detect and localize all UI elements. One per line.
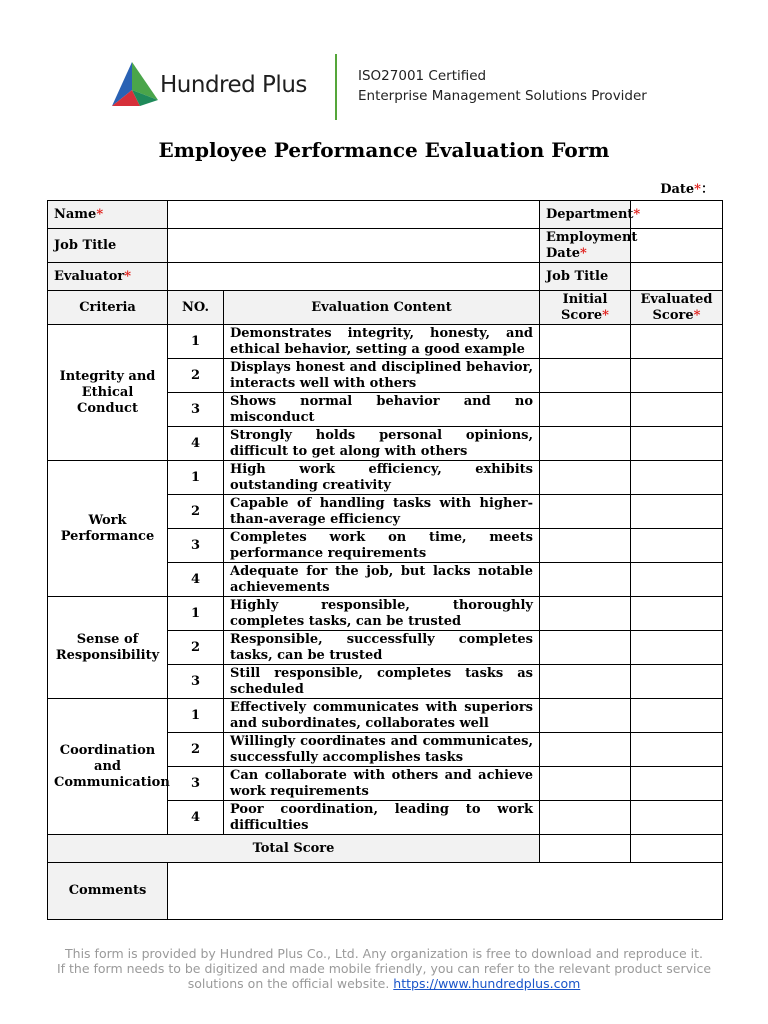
- brand-name: Hundred Plus: [160, 72, 307, 98]
- footer-line-2: If the form needs to be digitized and made mobile friendly, you can refer to the relevant product service: [56, 961, 712, 976]
- item-number: 2: [168, 495, 224, 529]
- initial-score-cell[interactable]: [540, 767, 631, 801]
- evaluated-score-cell[interactable]: [631, 529, 723, 563]
- item-number: 3: [168, 665, 224, 699]
- item-description: Willingly coordinates and communicates, successfully accomplishes tasks: [224, 733, 540, 767]
- job-title-field[interactable]: [168, 229, 540, 263]
- item-description: Displays honest and disciplined behavior, interacts well with others: [224, 359, 540, 393]
- item-number: 4: [168, 563, 224, 597]
- item-description: High work efficiency, exhibits outstanding creativity: [224, 461, 540, 495]
- item-description: Shows normal behavior and no misconduct: [224, 393, 540, 427]
- evaluated-score-cell[interactable]: [631, 699, 723, 733]
- comments-field[interactable]: [168, 863, 723, 920]
- name-field[interactable]: [168, 201, 540, 229]
- criteria-header: Criteria: [48, 291, 168, 325]
- item-number: 3: [168, 529, 224, 563]
- job-title-2-field[interactable]: [631, 263, 723, 291]
- evaluator-label: Evaluator*: [48, 263, 168, 291]
- initial-score-cell[interactable]: [540, 461, 631, 495]
- total-score-row: [48, 835, 723, 863]
- evaluation-form-table: [47, 200, 723, 920]
- header-divider: [335, 54, 337, 120]
- date-label-text: Date: [660, 182, 695, 197]
- criteria-label: Coordination and Communication: [48, 699, 168, 835]
- department-label: Department*: [540, 201, 631, 229]
- initial-score-cell[interactable]: [540, 563, 631, 597]
- initial-score-cell[interactable]: [540, 699, 631, 733]
- item-number: 2: [168, 733, 224, 767]
- item-description: Completes work on time, meets performance requirements: [224, 529, 540, 563]
- total-initial-score-cell[interactable]: [540, 835, 631, 863]
- item-description: Poor coordination, leading to work difficulties: [224, 801, 540, 835]
- info-row-1: [48, 201, 723, 229]
- item-description: Strongly holds personal opinions, difficult to get along with others: [224, 427, 540, 461]
- name-label: Name*: [48, 201, 168, 229]
- content-header: Evaluation Content: [224, 291, 540, 325]
- date-label: [660, 178, 714, 197]
- initial-score-cell[interactable]: [540, 427, 631, 461]
- initial-score-cell[interactable]: [540, 393, 631, 427]
- info-row-2: [48, 229, 723, 263]
- item-description: Adequate for the job, but lacks notable achievements: [224, 563, 540, 597]
- required-mark: *: [694, 182, 701, 197]
- criteria-row: [48, 461, 723, 495]
- criteria-label: Sense of Responsibility: [48, 597, 168, 699]
- item-number: 1: [168, 597, 224, 631]
- cert-line-2: Enterprise Management Solutions Provider: [358, 88, 647, 104]
- form-title: Employee Performance Evaluation Form: [158, 138, 610, 162]
- criteria-label: Work Performance: [48, 461, 168, 597]
- initial-score-cell[interactable]: [540, 359, 631, 393]
- item-number: 3: [168, 767, 224, 801]
- initial-score-cell[interactable]: [540, 665, 631, 699]
- evaluated-score-cell[interactable]: [631, 427, 723, 461]
- item-number: 2: [168, 359, 224, 393]
- item-number: 4: [168, 427, 224, 461]
- date-colon: ：: [700, 182, 714, 197]
- evaluated-score-cell[interactable]: [631, 767, 723, 801]
- evaluated-score-header: Evaluated Score*: [631, 291, 723, 325]
- cert-line-1: ISO27001 Certified: [358, 68, 487, 84]
- item-description: Can collaborate with others and achieve work requirements: [224, 767, 540, 801]
- evaluated-score-cell[interactable]: [631, 665, 723, 699]
- info-row-3: [48, 263, 723, 291]
- criteria-label: Integrity and Ethical Conduct: [48, 325, 168, 461]
- evaluated-score-cell[interactable]: [631, 597, 723, 631]
- initial-score-cell[interactable]: [540, 325, 631, 359]
- evaluated-score-cell[interactable]: [631, 461, 723, 495]
- total-score-label: Total Score: [48, 835, 540, 863]
- item-description: Highly responsible, thoroughly completes tasks, can be trusted: [224, 597, 540, 631]
- criteria-row: [48, 597, 723, 631]
- footer-note: [0, 946, 768, 991]
- item-description: Still responsible, completes tasks as scheduled: [224, 665, 540, 699]
- hundred-plus-logo-icon: [110, 60, 160, 108]
- page-header: [110, 54, 710, 120]
- item-description: Capable of handling tasks with higher-than-average efficiency: [224, 495, 540, 529]
- job-title-2-label: Job Title: [540, 263, 631, 291]
- certification-text: [358, 66, 647, 106]
- criteria-row: [48, 699, 723, 733]
- evaluator-field[interactable]: [168, 263, 540, 291]
- initial-score-cell[interactable]: [540, 597, 631, 631]
- evaluated-score-cell[interactable]: [631, 359, 723, 393]
- evaluated-score-cell[interactable]: [631, 733, 723, 767]
- item-description: Responsible, successfully completes tasks, can be trusted: [224, 631, 540, 665]
- no-header: NO.: [168, 291, 224, 325]
- department-field[interactable]: [631, 201, 723, 229]
- item-number: 1: [168, 699, 224, 733]
- column-header-row: [48, 291, 723, 325]
- evaluated-score-cell[interactable]: [631, 325, 723, 359]
- initial-score-cell[interactable]: [540, 631, 631, 665]
- item-description: Effectively communicates with superiors and subordinates, collaborates well: [224, 699, 540, 733]
- item-number: 4: [168, 801, 224, 835]
- evaluated-score-cell[interactable]: [631, 393, 723, 427]
- employment-date-field[interactable]: [631, 229, 723, 263]
- item-number: 2: [168, 631, 224, 665]
- comments-row: [48, 863, 723, 920]
- initial-score-cell[interactable]: [540, 529, 631, 563]
- item-description: Demonstrates integrity, honesty, and ethical behavior, setting a good example: [224, 325, 540, 359]
- initial-score-header: Initial Score*: [540, 291, 631, 325]
- initial-score-cell[interactable]: [540, 733, 631, 767]
- footer-line-3: solutions on the official website. https://www.hundredplus.com: [187, 976, 581, 991]
- evaluated-score-cell[interactable]: [631, 801, 723, 835]
- item-number: 3: [168, 393, 224, 427]
- evaluated-score-cell[interactable]: [631, 563, 723, 597]
- criteria-row: [48, 325, 723, 359]
- website-link[interactable]: https://www.hundredplus.com: [393, 976, 581, 991]
- total-evaluated-score-cell[interactable]: [631, 835, 723, 863]
- evaluated-score-cell[interactable]: [631, 495, 723, 529]
- comments-label: Comments: [48, 863, 168, 920]
- evaluated-score-cell[interactable]: [631, 631, 723, 665]
- employment-date-label: Employment Date*: [540, 229, 631, 263]
- job-title-label: Job Title: [48, 229, 168, 263]
- initial-score-cell[interactable]: [540, 801, 631, 835]
- footer-line-1: This form is provided by Hundred Plus Co., Ltd. Any organization is free to download and reproduce it.: [65, 946, 703, 961]
- item-number: 1: [168, 325, 224, 359]
- item-number: 1: [168, 461, 224, 495]
- initial-score-cell[interactable]: [540, 495, 631, 529]
